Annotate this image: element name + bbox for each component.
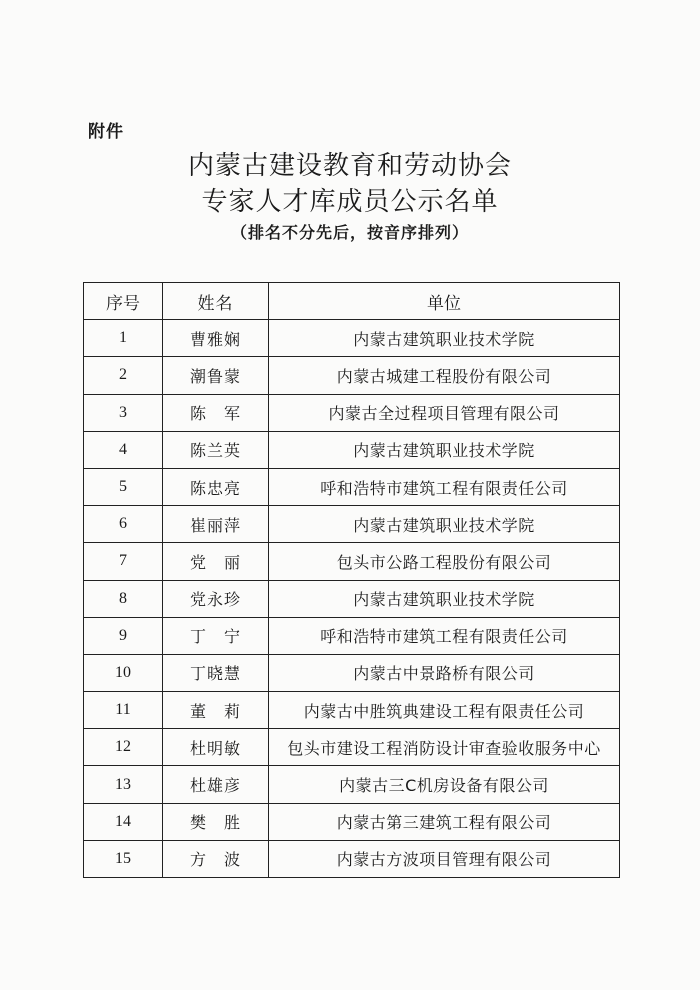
table-header-row xyxy=(84,283,620,320)
cell-seq: 14 xyxy=(84,803,163,840)
cell-unit: 内蒙古第三建筑工程有限公司 xyxy=(269,803,620,840)
table-row xyxy=(84,840,620,877)
ordering-note: （排名不分先后，按音序排列） xyxy=(230,223,469,242)
cell-unit: 包头市公路工程股份有限公司 xyxy=(269,543,620,580)
cell-seq: 4 xyxy=(84,431,163,468)
table-row xyxy=(84,729,620,766)
cell-name: 陈 军 xyxy=(163,394,269,431)
cell-name: 杜明敏 xyxy=(163,729,269,766)
document-title-line-1: 内蒙古建设教育和劳动协会 xyxy=(187,151,512,181)
cell-unit: 内蒙古建筑职业技术学院 xyxy=(269,580,620,617)
table-row xyxy=(84,766,620,803)
cell-seq: 13 xyxy=(84,766,163,803)
attachment-label: 附件 xyxy=(88,122,124,142)
expert-roster-table xyxy=(83,282,620,878)
cell-name: 方 波 xyxy=(163,840,269,877)
cell-name: 陈忠亮 xyxy=(163,468,269,505)
cell-seq: 9 xyxy=(84,617,163,654)
cell-seq: 8 xyxy=(84,580,163,617)
cell-seq: 11 xyxy=(84,692,163,729)
cell-seq: 10 xyxy=(84,654,163,691)
cell-unit: 内蒙古中胜筑典建设工程有限责任公司 xyxy=(269,692,620,729)
cell-name: 党永珍 xyxy=(163,580,269,617)
table-row xyxy=(84,320,620,357)
header-unit: 单位 xyxy=(269,283,620,320)
cell-unit: 内蒙古中景路桥有限公司 xyxy=(269,654,620,691)
cell-name: 丁晓慧 xyxy=(163,654,269,691)
cell-name: 潮鲁蒙 xyxy=(163,357,269,394)
cell-unit: 内蒙古建筑职业技术学院 xyxy=(269,431,620,468)
cell-seq: 15 xyxy=(84,840,163,877)
cell-unit: 呼和浩特市建筑工程有限责任公司 xyxy=(269,468,620,505)
cell-seq: 12 xyxy=(84,729,163,766)
cell-seq: 7 xyxy=(84,543,163,580)
table-body xyxy=(84,320,620,878)
cell-seq: 2 xyxy=(84,357,163,394)
table-row xyxy=(84,654,620,691)
cell-name: 曹雅娴 xyxy=(163,320,269,357)
table-row xyxy=(84,543,620,580)
table-row xyxy=(84,431,620,468)
table-row xyxy=(84,394,620,431)
cell-unit: 内蒙古方波项目管理有限公司 xyxy=(269,840,620,877)
cell-unit: 呼和浩特市建筑工程有限责任公司 xyxy=(269,617,620,654)
table-row xyxy=(84,692,620,729)
header-name: 姓名 xyxy=(163,283,269,320)
header-seq: 序号 xyxy=(84,283,163,320)
document-title-line-2: 专家人才库成员公示名单 xyxy=(201,187,499,217)
cell-name: 樊 胜 xyxy=(163,803,269,840)
table-row xyxy=(84,803,620,840)
cell-name: 党 丽 xyxy=(163,543,269,580)
cell-unit: 包头市建设工程消防设计审查验收服务中心 xyxy=(269,729,620,766)
table-row xyxy=(84,506,620,543)
cell-name: 丁 宁 xyxy=(163,617,269,654)
cell-unit: 内蒙古城建工程股份有限公司 xyxy=(269,357,620,394)
cell-seq: 1 xyxy=(84,320,163,357)
table-row xyxy=(84,468,620,505)
cell-seq: 3 xyxy=(84,394,163,431)
cell-unit: 内蒙古三C机房设备有限公司 xyxy=(269,766,620,803)
cell-unit: 内蒙古全过程项目管理有限公司 xyxy=(269,394,620,431)
cell-name: 陈兰英 xyxy=(163,431,269,468)
cell-seq: 5 xyxy=(84,468,163,505)
cell-seq: 6 xyxy=(84,506,163,543)
cell-unit: 内蒙古建筑职业技术学院 xyxy=(269,506,620,543)
table-row xyxy=(84,580,620,617)
cell-name: 杜雄彦 xyxy=(163,766,269,803)
table-row xyxy=(84,357,620,394)
cell-unit: 内蒙古建筑职业技术学院 xyxy=(269,320,620,357)
cell-name: 崔丽萍 xyxy=(163,506,269,543)
cell-name: 董 莉 xyxy=(163,692,269,729)
table-row xyxy=(84,617,620,654)
